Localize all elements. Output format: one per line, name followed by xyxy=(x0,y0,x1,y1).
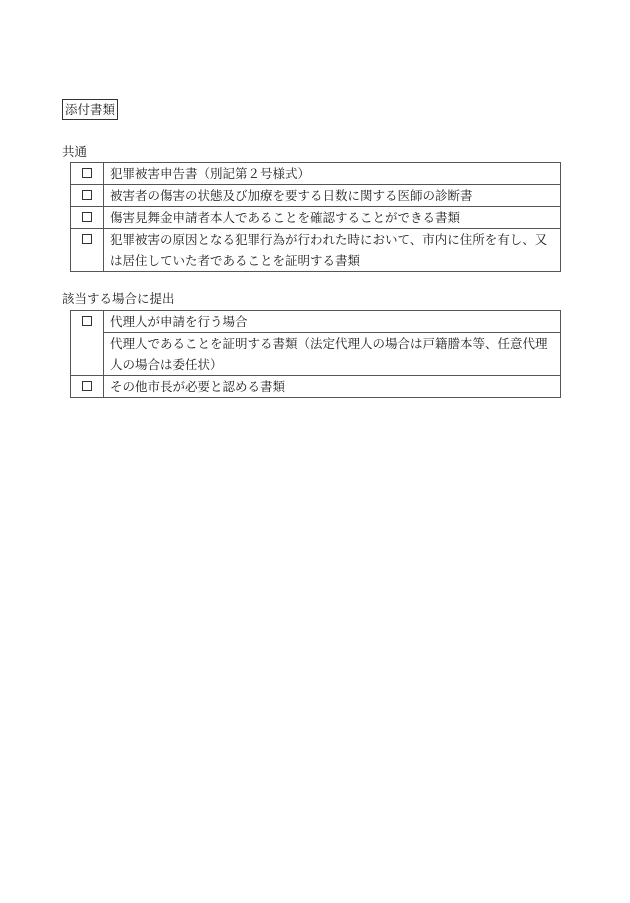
document-item: 傷害見舞金申請者本人であることを確認することができる書類 xyxy=(104,207,561,229)
document-item: 代理人であることを証明する書類（法定代理人の場合は戸籍謄本等、任意代理人の場合は委任状） xyxy=(104,333,561,376)
document-item: 被害者の傷害の状態及び加療を要する日数に関する医師の診断書 xyxy=(104,185,561,207)
checkbox-icon[interactable] xyxy=(82,234,92,244)
checkbox-icon[interactable] xyxy=(82,190,92,200)
document-item: 犯罪被害の原因となる犯罪行為が行われた時において、市内に住所を有し、又は居住していた者であることを証明する書類 xyxy=(104,229,561,272)
document-item: その他市長が必要と認める書類 xyxy=(104,376,561,398)
checkbox-icon[interactable] xyxy=(82,381,92,391)
document-item: 犯罪被害申告書（別記第２号様式） xyxy=(104,163,561,185)
conditional-documents-table xyxy=(70,310,561,398)
section-heading-common: 共通 xyxy=(62,144,88,159)
table-row xyxy=(71,163,561,185)
table-row xyxy=(71,376,561,398)
table-row xyxy=(71,311,561,333)
checkbox-cell[interactable] xyxy=(71,229,104,272)
checkbox-cell[interactable] xyxy=(71,311,104,376)
checkbox-cell[interactable] xyxy=(71,185,104,207)
table-row xyxy=(71,229,561,272)
checkbox-icon[interactable] xyxy=(82,316,92,326)
checkbox-cell[interactable] xyxy=(71,163,104,185)
table-row xyxy=(71,333,561,376)
table-row xyxy=(71,185,561,207)
document-item: 代理人が申請を行う場合 xyxy=(104,311,561,333)
checkbox-cell[interactable] xyxy=(71,207,104,229)
checkbox-cell[interactable] xyxy=(71,376,104,398)
section-heading-conditional: 該当する場合に提出 xyxy=(62,291,175,306)
checkbox-icon[interactable] xyxy=(82,168,92,178)
table-row xyxy=(71,207,561,229)
page-title: 添付書類 xyxy=(62,99,118,120)
common-documents-table xyxy=(70,162,561,272)
checkbox-icon[interactable] xyxy=(82,212,92,222)
